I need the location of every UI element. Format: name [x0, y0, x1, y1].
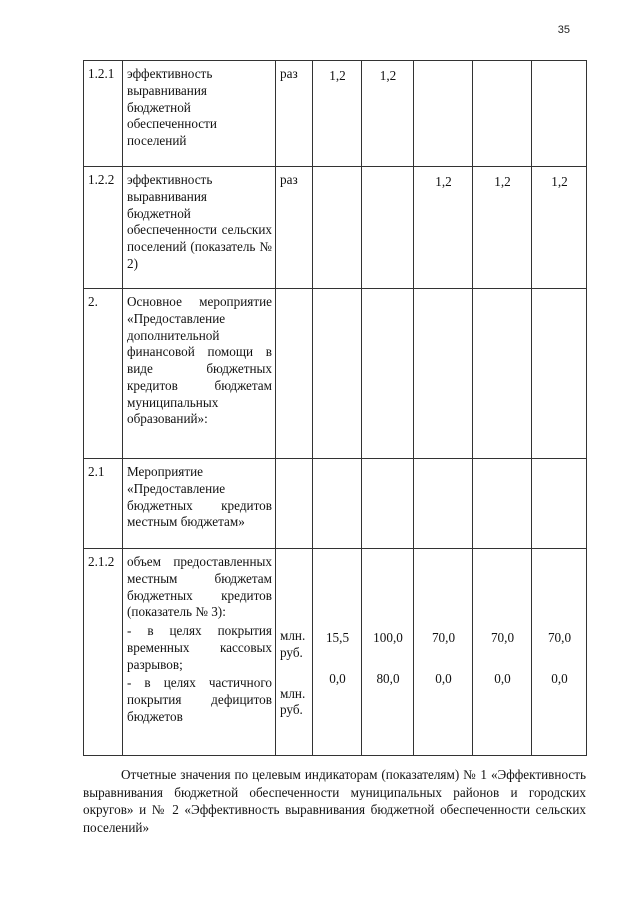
value-cell — [362, 167, 414, 289]
value-cell: 1,2 — [414, 167, 473, 289]
sub-item-value: 80,0 — [376, 670, 400, 686]
value-cell — [532, 289, 587, 459]
row-unit — [276, 549, 313, 756]
row-code: 2.1 — [84, 459, 123, 549]
value-cell — [313, 549, 362, 756]
row-description: эффективность выравнивания бюджетной обеспеченности поселений — [123, 61, 276, 167]
row-code: 2. — [84, 289, 123, 459]
row-unit: раз — [276, 167, 313, 289]
value-cell — [313, 167, 362, 289]
value-cell: 1,2 — [473, 167, 532, 289]
value-cell: 1,2 — [313, 61, 362, 167]
table-row — [84, 289, 587, 459]
value-cell — [532, 459, 587, 549]
sub-item-text: - в целях частичного покрытия дефицитов бюджетов — [127, 675, 272, 724]
sub-item-value: 0,0 — [435, 670, 452, 686]
page-number: 35 — [557, 24, 570, 36]
value-cell: 1,2 — [532, 167, 587, 289]
sub-item-value: 0,0 — [329, 670, 346, 686]
indicators-table — [83, 60, 587, 756]
value-cell — [473, 459, 532, 549]
sub-item-value: 70,0 — [547, 630, 572, 645]
row-description: эффективность выравнивания бюджетной обеспеченности сельских поселений (показатель № 2) — [123, 167, 276, 289]
value-cell — [362, 549, 414, 756]
value-cell: 1,2 — [362, 61, 414, 167]
sub-item-value: 0,0 — [551, 670, 568, 686]
row-unit: раз — [276, 61, 313, 167]
row-description-main: объем предоставленных местным бюджетам бюджетных кредитов (показатель № 3): — [127, 554, 272, 620]
value-cell — [473, 549, 532, 756]
value-cell — [532, 549, 587, 756]
value-cell — [473, 289, 532, 459]
row-description: Мероприятие «Предоставление бюджетных кредитов местным бюджетам» — [123, 459, 276, 549]
value-cell — [313, 289, 362, 459]
sub-item-value: 0,0 — [494, 670, 511, 686]
sub-item-value: 70,0 — [490, 630, 515, 645]
value-cell — [362, 459, 414, 549]
row-description — [123, 549, 276, 756]
value-cell — [414, 289, 473, 459]
table-row — [84, 167, 587, 289]
sub-item-value: 70,0 — [431, 630, 456, 645]
value-cell — [414, 61, 473, 167]
sub-item-unit: млн. руб. — [280, 685, 306, 718]
value-cell — [362, 289, 414, 459]
row-code: 2.1.2 — [84, 549, 123, 756]
sub-item-value: 100,0 — [373, 630, 403, 645]
row-description: Основное мероприятие «Предоставление дополнительной финансовой помощи в виде бюджетных кредитов бюджетам муниципальных образований»: — [123, 289, 276, 459]
value-cell — [532, 61, 587, 167]
row-code: 1.2.1 — [84, 61, 123, 167]
row-code: 1.2.2 — [84, 167, 123, 289]
value-cell — [414, 459, 473, 549]
row-unit — [276, 459, 313, 549]
paragraph-text: Отчетные значения по целевым индикаторам (показателям) № 1 «Эффективность выравнивания бюджетной обеспеченности муниципальных районов и городских округов» и № 2 «Эффективность выравнивания бюджетной обеспеченности сельских поселений» — [83, 767, 586, 835]
table-row — [84, 549, 587, 756]
value-cell — [473, 61, 532, 167]
sub-item-unit: млн. руб. — [280, 628, 306, 660]
table-row — [84, 61, 587, 167]
value-cell — [313, 459, 362, 549]
sub-item-value: 15,5 — [325, 630, 350, 645]
value-cell — [414, 549, 473, 756]
row-unit — [276, 289, 313, 459]
sub-item-text: - в целях покрытия временных кассовых разрывов; — [127, 623, 272, 672]
table-row — [84, 459, 587, 549]
body-paragraph — [83, 766, 586, 836]
